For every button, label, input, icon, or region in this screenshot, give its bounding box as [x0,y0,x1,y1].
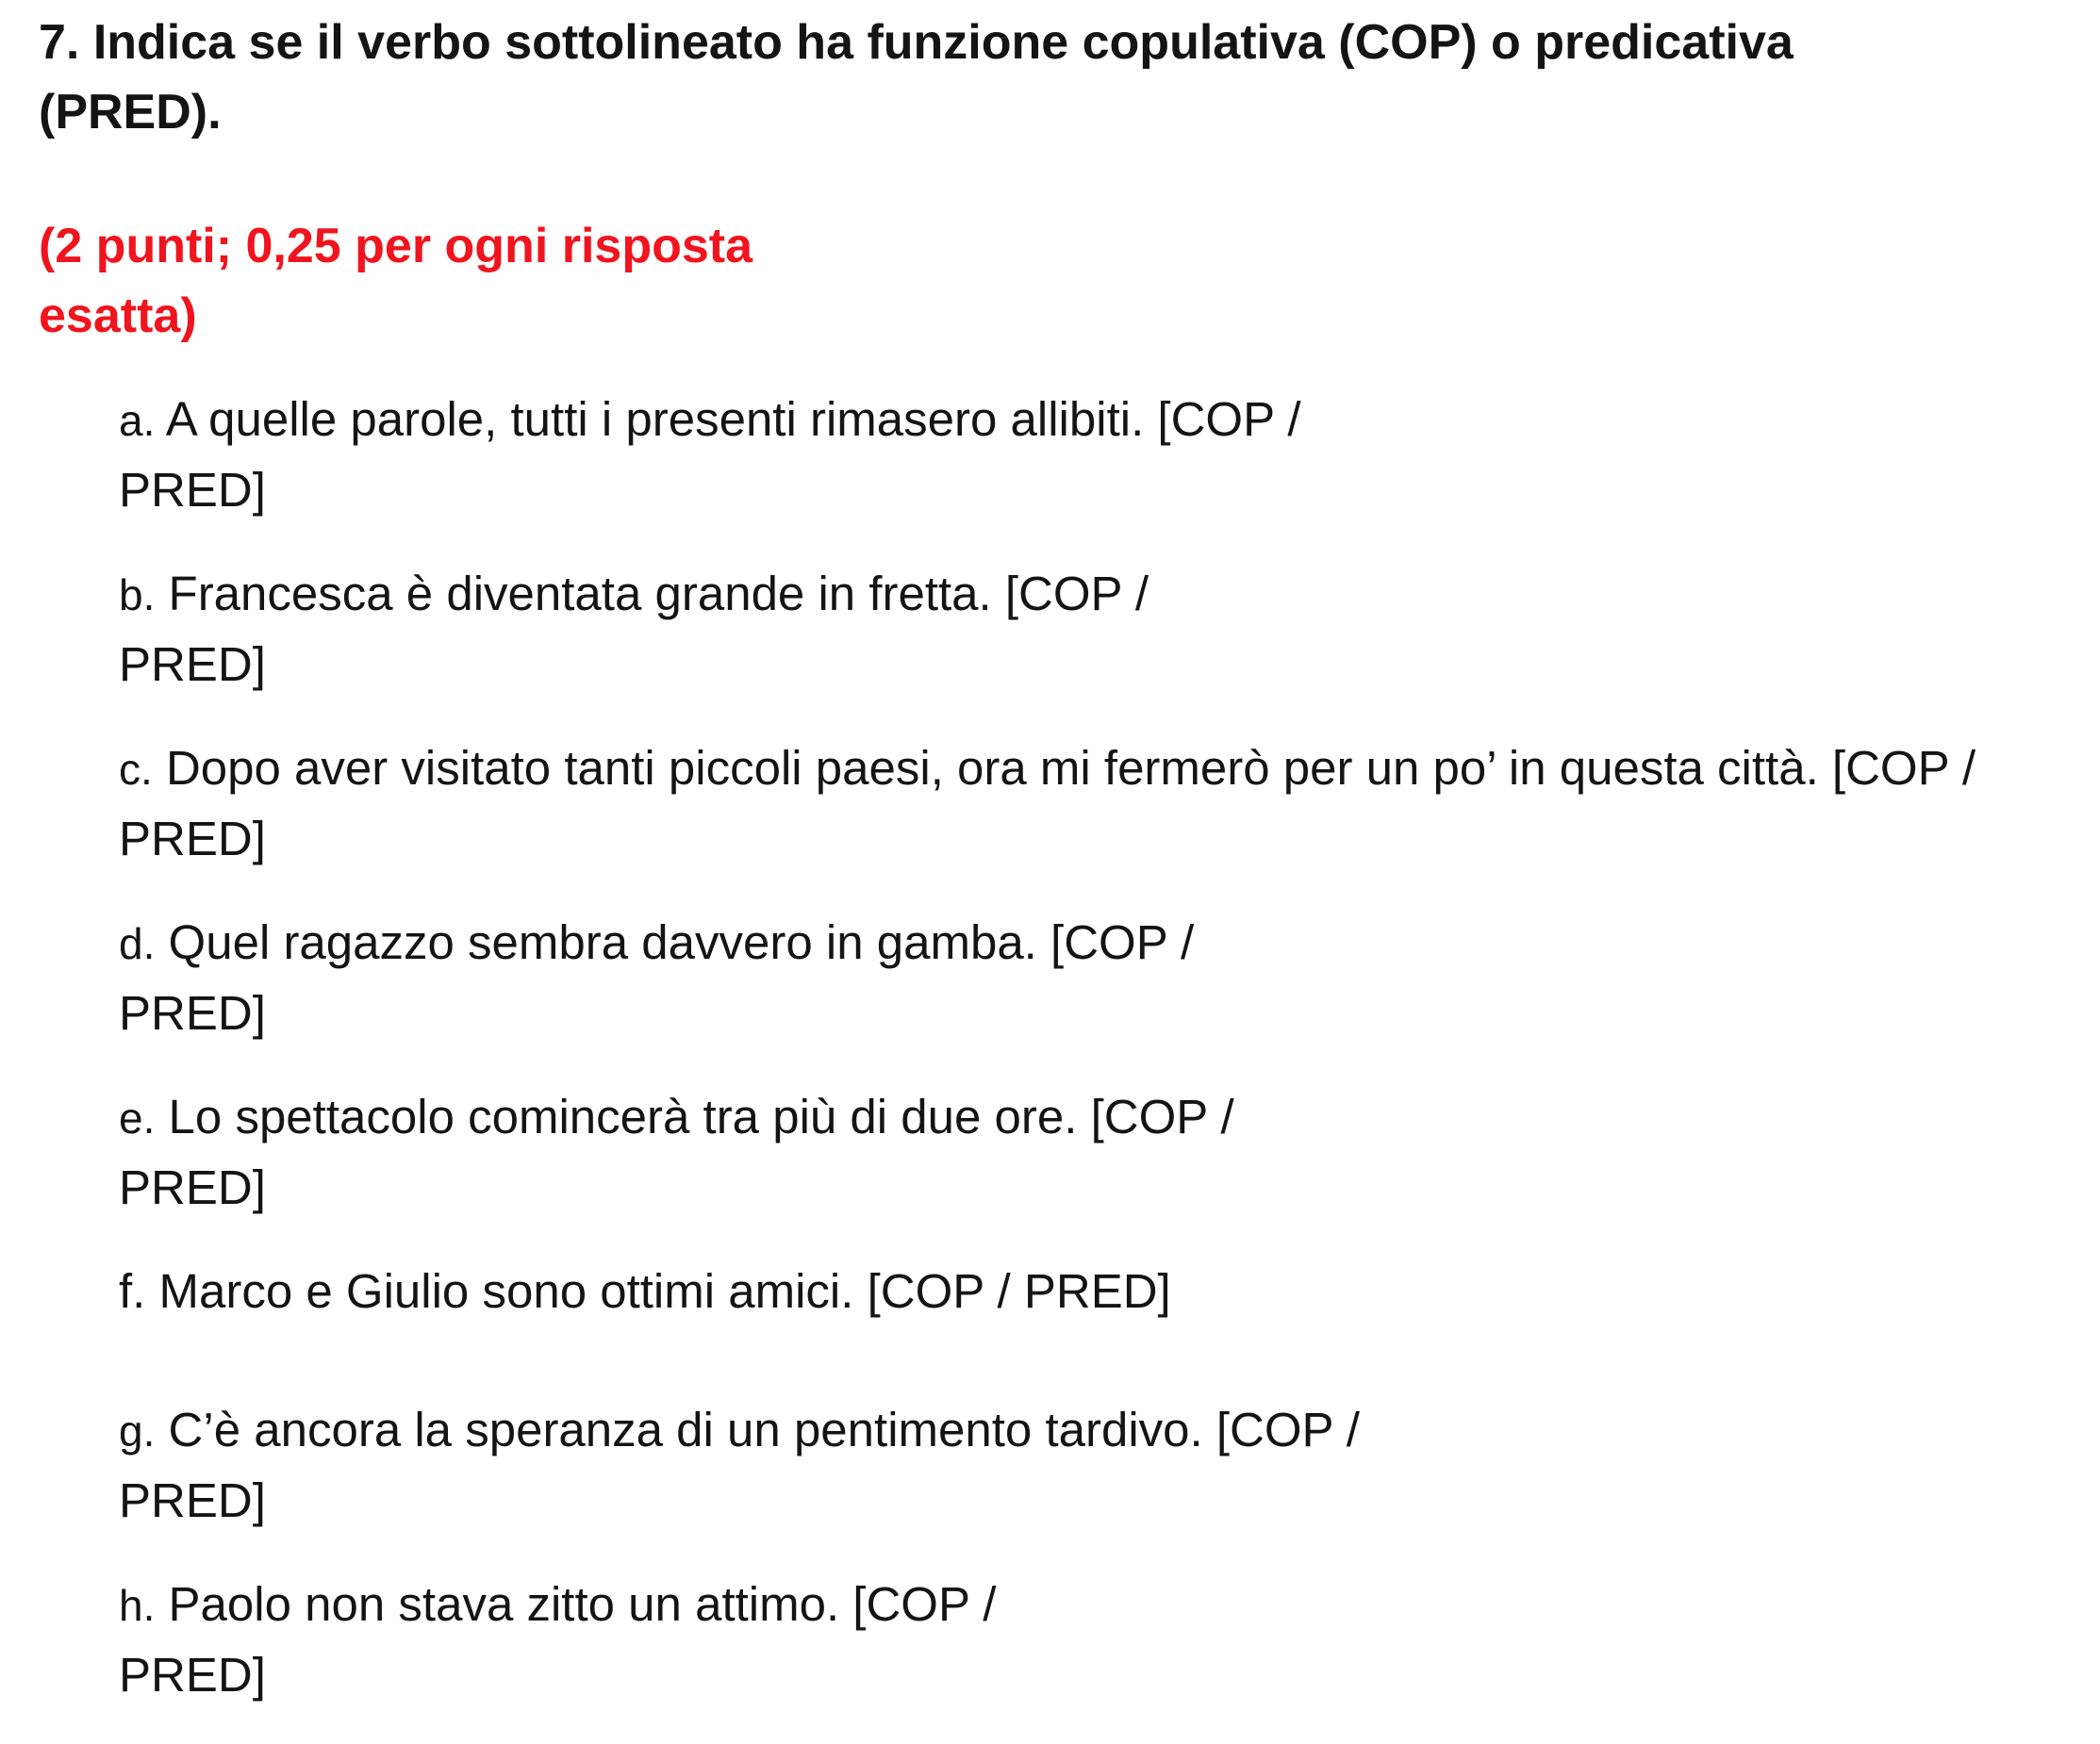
question-item-c [119,733,2080,873]
question-text [119,1082,2080,1153]
item-choice: PRED] [119,986,266,1040]
score-note-line-1: (2 punti; 0,25 per ogni risposta [39,219,752,273]
score-note-line-2: esatta) [39,288,197,343]
question-text [119,559,2080,630]
question-text [119,1395,2080,1466]
question-item-a [119,385,2080,524]
item-choice: PRED] [119,1160,266,1214]
item-sentence: Marco e Giulio sono ottimi amici. [COP / PRED] [145,1264,1171,1318]
question-item-d [119,908,2080,1047]
item-sentence: C’è ancora la speranza di un pentimento tardivo. [COP / [155,1403,1360,1456]
item-letter: b. [119,570,156,619]
question-text [119,1570,2080,1640]
item-sentence: A quelle parole, tutti i presenti rimasero allibiti. [COP / [155,392,1301,446]
question-item-b [119,559,2080,699]
question-item-g [119,1395,2080,1535]
item-sentence: Francesca è diventata grande in fretta. [COP / [155,567,1149,620]
score-note [39,211,752,351]
item-sentence: Paolo non stava zitto un attimo. [COP / [155,1577,997,1631]
item-sentence: Lo spettacolo comincerà tra più di due ore. [COP / [155,1090,1234,1143]
item-sentence: Quel ragazzo sembra davvero in gamba. [COP / [155,915,1195,969]
question-text [119,385,2080,455]
question-item-h [119,1570,2080,1709]
question-text [119,908,2080,979]
exercise-title-line-2: (PRED). [39,85,222,140]
item-choice: PRED] [119,463,266,517]
question-item-e [119,1082,2080,1222]
item-sentence: Dopo aver visitato tanti piccoli paesi, ora mi fermerò per un po’ in questa città. [COP / [152,741,1976,795]
item-letter: g. [119,1407,156,1456]
item-choice: PRED] [119,1473,266,1527]
item-letter: e. [119,1094,156,1143]
item-choice: PRED] [119,637,266,691]
item-letter: c. [119,745,153,794]
exercise-title [39,8,1887,147]
item-letter: h. [119,1581,156,1630]
exercise-title-line-1: 7. Indica se il verbo sottolineato ha funzione copulativa (COP) o predicativa [39,15,1794,70]
question-list [119,385,2080,1744]
question-text [119,733,2080,804]
item-choice: PRED] [119,812,266,865]
question-text [119,1257,2080,1326]
item-choice: PRED] [119,1648,266,1702]
item-letter: d. [119,919,156,968]
item-letter: a. [119,396,156,445]
question-item-f [119,1257,2080,1326]
item-letter: f. [119,1264,146,1318]
